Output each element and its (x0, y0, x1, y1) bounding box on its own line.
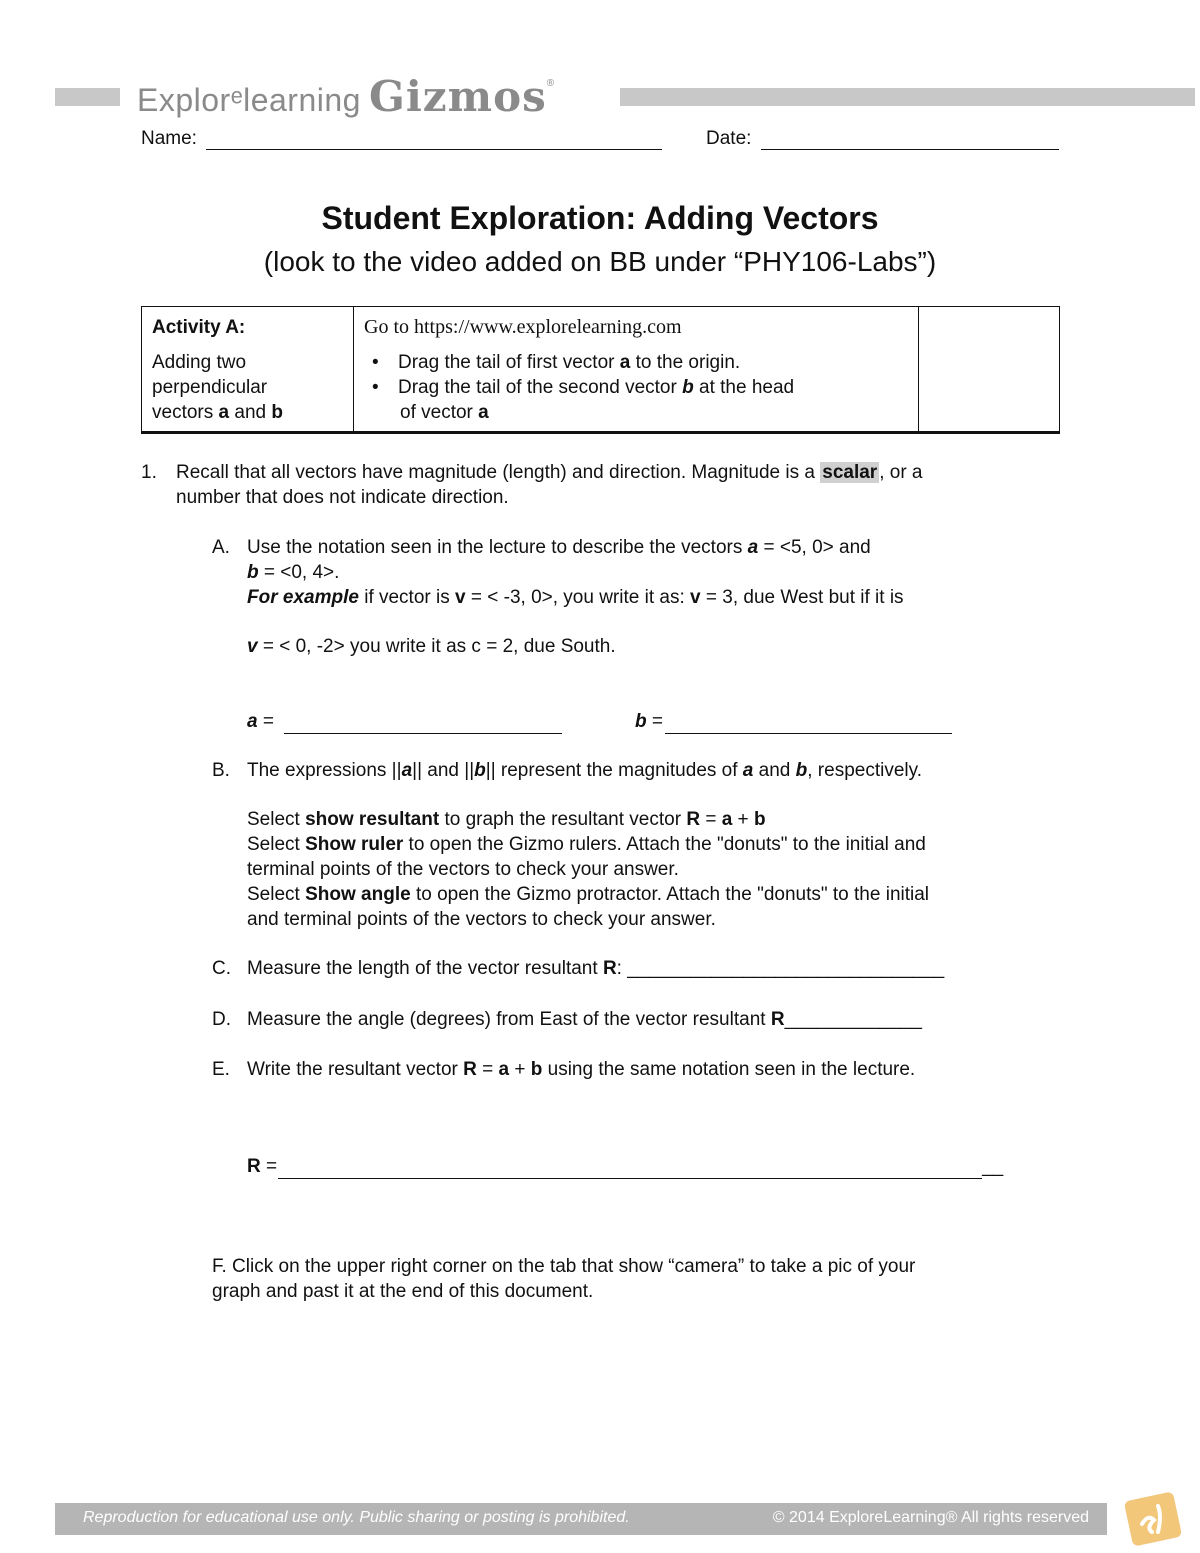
qB-line1: The expressions ||a|| and ||b|| represent the magnitudes of a and b, respectively. (247, 760, 922, 781)
qA-line2: b = <0, 4>. (247, 562, 340, 583)
qB-line4: terminal points of the vectors to check your answer. (247, 859, 679, 880)
footer-band (55, 1503, 1107, 1535)
answer-R-blank[interactable] (278, 1159, 982, 1179)
answer-a-blank[interactable] (284, 714, 562, 734)
logo-explorelearning-text: Explorᵉlearning (137, 82, 361, 118)
date-blank[interactable] (761, 130, 1059, 150)
name-label: Name: (141, 128, 197, 149)
activity-table (141, 306, 1060, 434)
qB-line3: Select Show ruler to open the Gizmo rulers. Attach the "donuts" to the initial and (247, 834, 926, 855)
activity-empty-cell (919, 307, 1059, 431)
qB-line2: Select show resultant to graph the resultant vector R = a + b (247, 809, 766, 830)
activity-instructions-cell (354, 307, 919, 431)
instruction-item: • Drag the tail of first vector a to the origin. (398, 350, 908, 375)
qE-label: E. (212, 1059, 230, 1080)
activity-desc-line2: perpendicular (152, 377, 268, 398)
explorelearning-gizmos-logo (137, 72, 555, 121)
qA-line1: Use the notation seen in the lecture to describe the vectors a = <5, 0> and (247, 537, 871, 558)
logo-registered-mark: ® (546, 78, 555, 89)
qA-line4: v = < 0, -2> you write it as c = 2, due South. (247, 636, 616, 657)
explorelearning-el-logo-icon (1122, 1488, 1184, 1546)
qD-label: D. (212, 1009, 231, 1030)
qB-label: B. (212, 760, 230, 781)
activity-label-cell (142, 307, 354, 431)
goto-url-text: Go to https://www.explorelearning.com (364, 316, 682, 338)
page-title: Student Exploration: Adding Vectors (321, 200, 879, 236)
qA-answer-a: a = (247, 709, 562, 734)
name-blank[interactable] (206, 130, 662, 150)
qC-label: C. (212, 958, 231, 979)
qE-text: Write the resultant vector R = a + b using the same notation seen in the lecture. (247, 1059, 916, 1080)
scalar-highlight: scalar (822, 462, 878, 483)
qD-text: Measure the angle (degrees) from East of the vector resultant R_____________ (247, 1009, 922, 1030)
activity-desc-line1: Adding two (152, 352, 247, 373)
footer-copyright: © 2014 ExploreLearning® All rights reserved (772, 1509, 1089, 1526)
activity-desc-line3: vectors a and b (152, 402, 283, 423)
answer-b-blank[interactable] (665, 714, 952, 734)
qA-label: A. (212, 537, 230, 558)
header-band-left (55, 88, 120, 106)
header-band-right (620, 88, 1195, 106)
qF-line1: F. Click on the upper right corner on the tab that show “camera” to take a pic of your (212, 1256, 916, 1277)
logo-gizmos-text: Gizmos (368, 72, 547, 121)
header-logo-band (55, 72, 1195, 121)
date-field-row (706, 128, 1059, 150)
qC-text: Measure the length of the vector resultant R: ______________________________ (247, 958, 945, 979)
page-subtitle: (look to the video added on BB under “PHY106-Labs”) (263, 246, 937, 277)
qA-line3: For example if vector is v = < -3, 0>, you write it as: v = 3, due West but if it is (247, 587, 904, 608)
q1-number: 1. (141, 462, 157, 483)
qB-line6: and terminal points of the vectors to check your answer. (247, 909, 716, 930)
q1-line1: Recall that all vectors have magnitude (length) and direction. Magnitude is a scalar , or a (176, 462, 923, 483)
qE-answer: R = __ (247, 1156, 1004, 1177)
instruction-item: • Drag the tail of the second vector b at the head of vector a (398, 375, 908, 425)
activity-label: Activity A: (152, 317, 246, 338)
qF-line2: graph and past it at the end of this document. (212, 1281, 594, 1302)
qB-line5: Select Show angle to open the Gizmo protractor. Attach the "donuts" to the initial (247, 884, 930, 905)
qA-answer-b: b = (635, 709, 952, 734)
instruction-list (364, 350, 908, 425)
date-label: Date: (706, 128, 752, 149)
q1-line2: number that does not indicate direction. (176, 487, 509, 508)
footer-reproduction-notice: Reproduction for educational use only. Public sharing or posting is prohibited. (83, 1509, 630, 1526)
name-field-row (141, 128, 662, 150)
